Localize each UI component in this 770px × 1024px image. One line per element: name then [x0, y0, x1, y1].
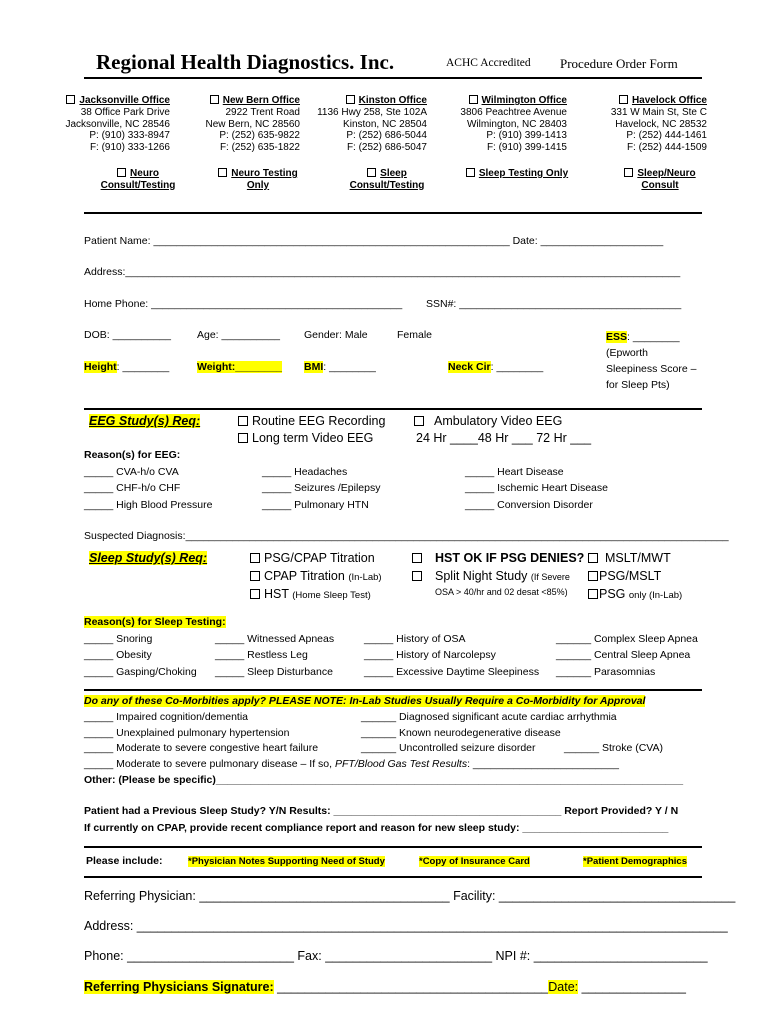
patient-divider — [84, 408, 702, 410]
dob-field[interactable]: DOB: __________ — [84, 329, 171, 341]
header-divider — [84, 77, 702, 79]
service-label: Consult — [641, 179, 679, 191]
office-city: Kinston, NC 28504 — [343, 118, 427, 130]
form-title: Regional Health Diagnostics. Inc. — [96, 50, 395, 74]
office-fax: F: (252) 444-1509 — [626, 142, 707, 154]
age-field[interactable]: Age: __________ — [197, 329, 280, 341]
checkbox-icon[interactable] — [588, 571, 598, 581]
comorbidity-item[interactable]: ______ Uncontrolled seizure disorder — [361, 742, 536, 754]
physician-phone-field[interactable]: Phone: ________________________ Fax: ________________________ NPI #: _________________________ — [84, 949, 708, 963]
height-field[interactable] — [84, 361, 169, 373]
ess-note: for Sleep Pts) — [606, 379, 670, 391]
checkbox-icon[interactable] — [218, 168, 227, 177]
patient-address-field[interactable]: Address:_______________________________________________________________________________________________ — [84, 266, 681, 278]
service-sleep-neuro-consult[interactable] — [600, 168, 720, 192]
option-label: Routine EEG Recording — [252, 414, 386, 428]
office-city: Havelock, NC 28532 — [615, 118, 707, 130]
eeg-ambulatory-option[interactable] — [414, 414, 562, 428]
suspected-blank: _____________________________________________________________________________________________ — [185, 530, 729, 542]
gender-male-option[interactable]: Gender: Male — [304, 329, 368, 341]
ess-note: (Epworth — [606, 347, 649, 359]
comorbidity-item[interactable]: ______ Diagnosed significant acute cardiac arrhythmia — [361, 711, 617, 723]
ssn-field[interactable]: SSN#: ______________________________________ — [426, 298, 682, 310]
reason-item[interactable]: _____ Witnessed Apneas — [215, 633, 335, 645]
office-name: Havelock Office — [631, 95, 707, 106]
option-note: (If Severe — [530, 572, 570, 582]
office-fax: F: (252) 635-1822 — [219, 142, 300, 154]
comorbidity-item[interactable]: _____ Impaired cognition/dementia — [84, 711, 249, 723]
office-phone: P: (252) 635-9822 — [219, 130, 300, 142]
neck-cir-field[interactable] — [448, 361, 543, 373]
office-phone: P: (252) 444-1461 — [626, 130, 707, 142]
reason-item[interactable]: ______ Complex Sleep Apnea — [556, 633, 698, 645]
option-label: HST — [264, 587, 289, 601]
ess-blank: : ________ — [627, 331, 680, 343]
checkbox-icon[interactable] — [469, 95, 478, 104]
split-night-criteria: OSA > 40/hr and 02 desat <85%) — [435, 587, 568, 597]
form-name: Procedure Order Form — [560, 56, 678, 71]
checkbox-icon[interactable] — [250, 571, 260, 581]
eeg-long-term-option[interactable] — [238, 431, 373, 445]
comorbidity-other-field[interactable]: Other: (Please be specific)________________________________________________________________________________ — [84, 774, 684, 786]
pft-label: PFT/Blood Gas Test Results — [334, 758, 468, 770]
service-label: Neuro — [130, 168, 159, 179]
office-address: 2922 Trent Road — [225, 106, 300, 118]
service-label: Sleep/Neuro — [637, 168, 696, 179]
option-label: MSLT/MWT — [605, 551, 671, 565]
checkbox-icon[interactable] — [619, 95, 628, 104]
comorbidity-item[interactable]: ______ Known neurodegenerative disease — [361, 727, 561, 739]
service-label: Consult/Testing — [349, 179, 425, 191]
checkbox-icon[interactable] — [466, 168, 475, 177]
neck-cir-label: Neck Cir — [448, 361, 491, 373]
office-kinston — [317, 95, 427, 154]
include-insurance-card: *Copy of Insurance Card — [419, 856, 530, 867]
signature-blank: _______________________________________ — [273, 980, 549, 994]
checkbox-icon[interactable] — [624, 168, 633, 177]
option-label: PSG/MSLT — [599, 569, 662, 583]
bmi-field[interactable] — [304, 361, 376, 373]
office-fax: F: (910) 399-1415 — [486, 142, 567, 154]
sleep-divider — [84, 689, 702, 691]
accreditation-label: ACHC Accredited — [446, 57, 531, 69]
comorbidity-heading: Do any of these Co-Morbities apply? PLEASE NOTE: In-Lab Studies Usually Require a Co-Morbidity for Approval — [84, 695, 646, 707]
checkbox-icon[interactable] — [588, 589, 598, 599]
sleep-heading: Sleep Study(s) Req: — [89, 551, 208, 565]
home-phone-field[interactable]: Home Phone: ___________________________________________ — [84, 298, 403, 310]
sleep-reasons-col3[interactable] — [364, 631, 539, 680]
signature-label: Referring Physicians Signature: — [84, 980, 274, 994]
eeg-routine-option[interactable] — [238, 414, 385, 428]
office-name: New Bern Office — [222, 95, 300, 106]
sleep-split-night-option[interactable] — [412, 569, 570, 583]
eeg-heading: EEG Study(s) Req: — [89, 414, 201, 428]
suspected-diagnosis-field[interactable] — [84, 530, 729, 542]
office-fax: F: (910) 333-1266 — [89, 142, 170, 154]
service-label: Neuro Testing — [231, 168, 298, 179]
option-label: Ambulatory Video EEG — [434, 414, 563, 428]
reason-item[interactable]: _____ Pulmonary HTN — [262, 498, 369, 511]
checkbox-icon[interactable] — [346, 95, 355, 104]
reason-item[interactable]: _____ Gasping/Choking — [84, 665, 197, 678]
ess-note: Sleepiness Score – — [606, 363, 697, 375]
office-address: 38 Office Park Drive — [80, 106, 170, 118]
pft-blank: : _________________________ — [467, 758, 619, 770]
checkbox-icon[interactable] — [412, 571, 422, 581]
office-name: Jacksonville Office — [79, 95, 170, 106]
service-sleep-testing[interactable] — [452, 168, 582, 180]
bmi-blank: : ________ — [323, 361, 376, 373]
office-name: Wilmington Office — [481, 95, 567, 106]
office-address: 331 W Main St, Ste C — [610, 106, 707, 118]
option-note: only (In-Lab) — [628, 590, 683, 601]
sleep-hst-option[interactable] — [250, 587, 371, 601]
bmi-label: BMI — [304, 361, 324, 373]
checkbox-icon[interactable] — [66, 95, 75, 104]
gender-female-option[interactable]: Female — [397, 329, 433, 341]
reason-item[interactable]: _____ CVA-h/o CVA — [84, 466, 179, 478]
sleep-psg-cpap-option[interactable] — [250, 551, 375, 565]
include-demographics: *Patient Demographics — [583, 856, 687, 867]
reason-item[interactable]: _____ Headaches — [262, 466, 348, 478]
office-fax: F: (252) 686-5047 — [346, 142, 427, 154]
service-neuro-testing[interactable] — [198, 168, 318, 192]
office-phone: P: (252) 686-5044 — [346, 130, 427, 142]
include-physician-notes: *Physician Notes Supporting Need of Study — [188, 856, 385, 867]
checkbox-icon[interactable] — [367, 168, 376, 177]
height-blank: : ________ — [116, 361, 170, 373]
checkbox-icon[interactable] — [210, 95, 219, 104]
checkbox-icon[interactable] — [250, 589, 260, 599]
services-divider — [84, 212, 702, 214]
neck-cir-blank: : ________ — [490, 361, 544, 373]
weight-field[interactable]: Weight:________ — [197, 361, 283, 373]
checkbox-icon[interactable] — [238, 416, 248, 426]
include-top-divider — [84, 846, 702, 848]
sleep-psg-only-option[interactable] — [588, 587, 682, 601]
reason-item[interactable]: _____ High Blood Pressure — [84, 498, 213, 511]
service-label: Sleep Testing Only — [478, 168, 569, 179]
office-city: Wilmington, NC 28403 — [466, 118, 567, 130]
reason-item[interactable]: _____ Snoring — [84, 633, 153, 645]
office-address: 3806 Peachtree Avenue — [460, 106, 567, 118]
eeg-reasons-title: Reason(s) for EEG: — [84, 449, 181, 461]
sleep-mslt-option[interactable] — [588, 551, 671, 565]
sleep-reasons-col1[interactable] — [84, 631, 197, 680]
reason-item[interactable]: ______ Central Sleep Apnea — [556, 649, 691, 662]
service-sleep-consult[interactable] — [327, 168, 447, 192]
reason-item[interactable]: ______ Parasomnias — [556, 665, 656, 678]
previous-sleep-study-field[interactable]: Patient had a Previous Sleep Study? Y/N Results: _______________________________________ Report Provided? Y / N — [84, 805, 679, 817]
reason-item[interactable]: _____ Heart Disease — [465, 466, 564, 478]
sleep-reasons-col2[interactable] — [215, 631, 334, 680]
option-label: PSG/CPAP Titration — [264, 551, 375, 565]
option-label: PSG — [599, 587, 626, 601]
eeg-reasons-col3[interactable] — [465, 464, 608, 513]
reason-item[interactable]: _____ Restless Leg — [215, 649, 308, 662]
office-city: New Bern, NC 28560 — [205, 118, 300, 130]
checkbox-icon[interactable] — [238, 433, 248, 443]
service-neuro-consult[interactable] — [78, 168, 198, 192]
sleep-hst-ok-option[interactable] — [412, 551, 584, 565]
option-note: (In-Lab) — [348, 572, 382, 583]
checkbox-icon[interactable] — [414, 416, 424, 426]
service-label: Consult/Testing — [100, 179, 176, 191]
suspected-label: Suspected Diagnosis: — [84, 530, 186, 542]
reason-item[interactable]: _____ Seizures /Epilepsy — [262, 482, 381, 495]
option-label: Long term Video EEG — [252, 431, 374, 445]
sleep-cpap-option[interactable] — [250, 569, 382, 583]
option-label: HST OK IF PSG DENIES? — [435, 551, 585, 565]
cpap-compliance-field[interactable]: If currently on CPAP, provide recent compliance report and reason for new sleep study: _________________________ — [84, 822, 669, 834]
option-note: (Home Sleep Test) — [292, 590, 371, 601]
reason-item[interactable]: _____ Ischemic Heart Disease — [465, 482, 608, 495]
eeg-ambulatory-duration[interactable]: 24 Hr ____48 Hr ___ 72 Hr ___ — [416, 431, 592, 445]
sleep-reasons-col4[interactable] — [556, 631, 698, 680]
patient-name-field[interactable]: Patient Name: _____________________________________________________________ Date: _____________________ — [84, 235, 664, 247]
office-phone: P: (910) 399-1413 — [486, 130, 567, 142]
reason-item[interactable]: _____ Conversion Disorder — [465, 498, 593, 511]
checkbox-icon[interactable] — [250, 553, 260, 563]
reason-item[interactable]: _____ History of Narcolepsy — [364, 649, 496, 662]
physician-address-field[interactable]: Address: _____________________________________________________________________________________ — [84, 919, 728, 933]
ess-label: ESS — [606, 331, 628, 343]
checkbox-icon[interactable] — [117, 168, 126, 177]
service-label: Only — [246, 179, 270, 191]
comorbidity-pulmonary[interactable] — [84, 758, 619, 770]
ess-field[interactable] — [606, 329, 696, 393]
reason-item[interactable]: _____ Sleep Disturbance — [215, 665, 333, 678]
comorbidity-item[interactable]: ______ Stroke (CVA) — [564, 742, 664, 754]
option-label: CPAP Titration — [264, 569, 345, 583]
office-havelock — [611, 95, 707, 154]
please-include-label: Please include: — [86, 855, 163, 867]
comorbidity-label: _____ Moderate to severe pulmonary disease – If so, — [84, 758, 333, 770]
reason-item[interactable]: _____ CHF-h/o CHF — [84, 482, 181, 495]
reason-item[interactable]: _____ Obesity — [84, 649, 152, 662]
comorbidity-item[interactable]: _____ Unexplained pulmonary hypertension — [84, 727, 290, 739]
option-label: Split Night Study — [435, 569, 528, 583]
office-phone: P: (910) 333-8947 — [89, 130, 170, 142]
physician-signature-field[interactable] — [84, 980, 686, 994]
checkbox-icon[interactable] — [412, 553, 422, 563]
eeg-reasons-col2[interactable] — [262, 464, 381, 513]
office-wilmington — [460, 95, 567, 154]
date-blank: _______________ — [578, 980, 686, 994]
reason-item[interactable]: _____ Excessive Daytime Sleepiness — [364, 665, 540, 678]
office-new-bern — [206, 95, 301, 154]
comorbidity-item[interactable]: _____ Moderate to severe congestive heart failure — [84, 742, 319, 754]
office-address: 1136 Hwy 258, Ste 102A — [317, 106, 427, 118]
checkbox-icon[interactable] — [588, 553, 598, 563]
date-label: Date: — [548, 980, 579, 994]
sleep-psg-mslt-option[interactable] — [588, 569, 661, 583]
referring-physician-field[interactable]: Referring Physician: ____________________________________ Facility: __________________________________ — [84, 889, 736, 903]
include-bottom-divider — [84, 876, 702, 878]
height-label: Height — [84, 361, 117, 373]
office-city: Jacksonville, NC 28546 — [65, 118, 170, 130]
office-jacksonville — [66, 95, 171, 154]
office-name: Kinston Office — [358, 95, 427, 106]
service-label: Sleep — [380, 168, 407, 179]
eeg-reasons-col1[interactable] — [84, 464, 212, 513]
reason-item[interactable]: _____ History of OSA — [364, 633, 466, 645]
sleep-reasons-title: Reason(s) for Sleep Testing: — [84, 616, 226, 628]
